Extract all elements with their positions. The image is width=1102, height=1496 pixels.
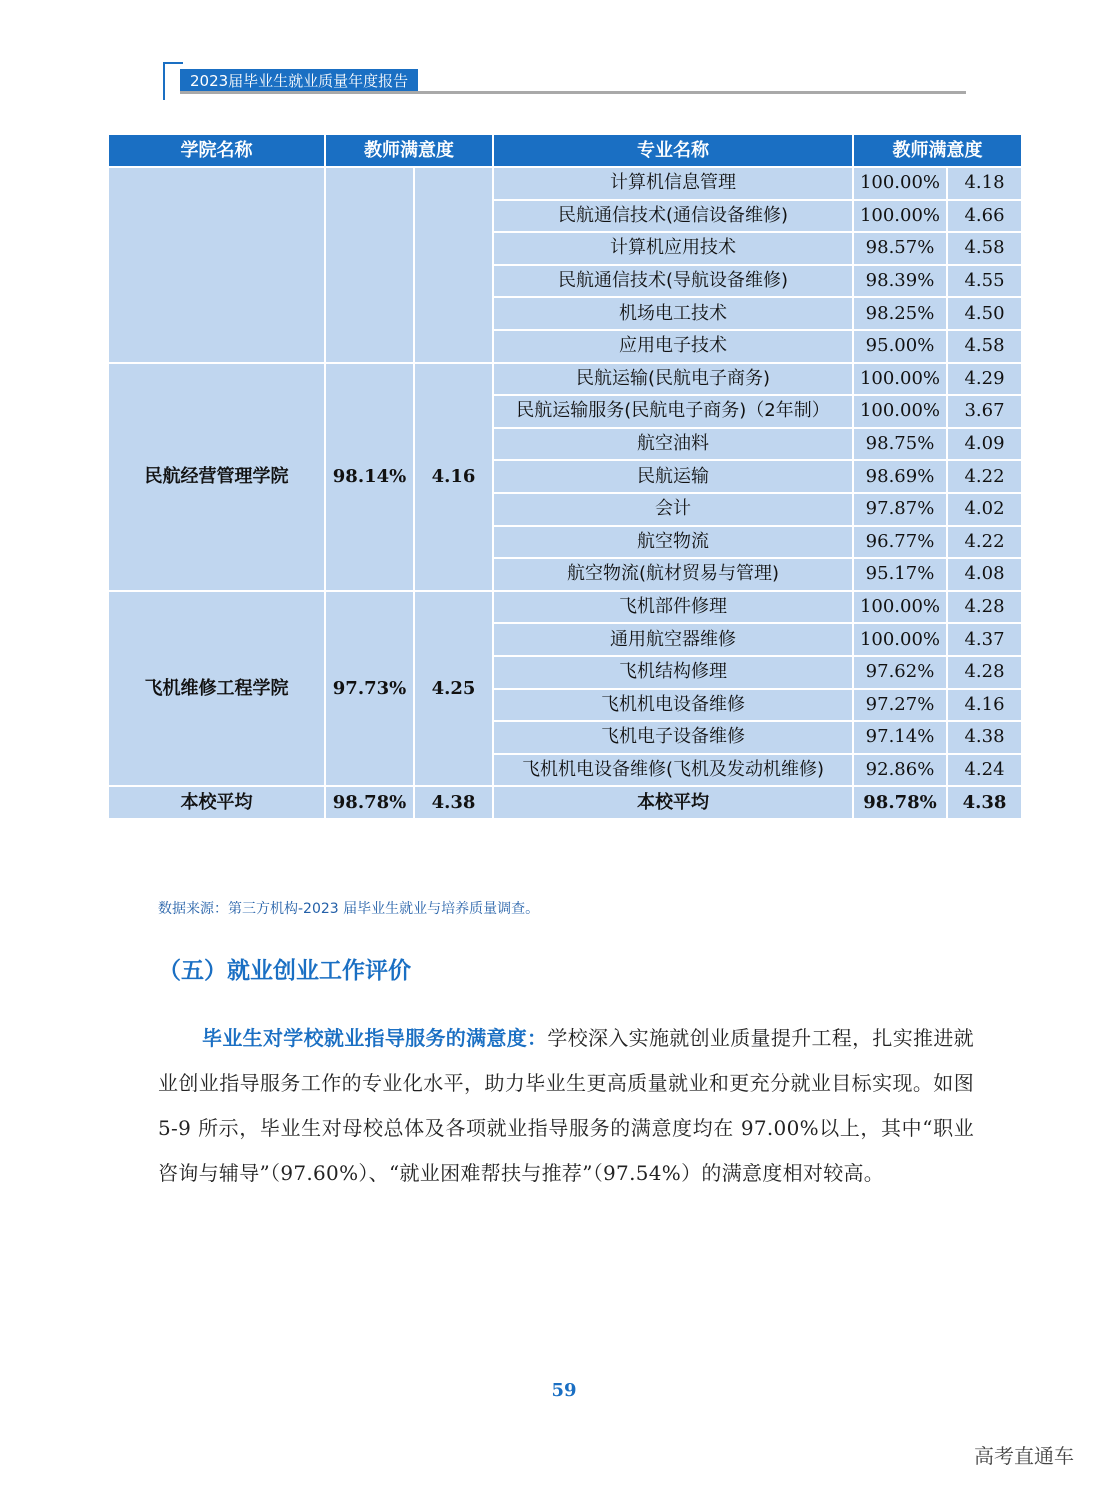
major-score: 4.18 — [947, 167, 1022, 200]
major-score: 4.66 — [947, 200, 1022, 233]
major-name: 飞机机电设备维修(飞机及发动机维修) — [493, 754, 853, 787]
header-college-satisfaction: 教师满意度 — [325, 134, 493, 167]
college-score: 4.25 — [414, 591, 493, 787]
college-pct-cell — [325, 167, 414, 363]
paragraph-body: 学校深入实施就创业质量提升工程，扎实推进就业创业指导服务工作的专业化水平，助力毕业生更高质量就业和更充分就业目标实现。如图 5-9 所示，毕业生对母校总体及各项就业指导服务的满意度均在 97.00%以上，其中“职业咨询与辅导”（97.60%）、“就业困难帮扶与推荐”（97.54%）的满意度相对较高。 — [158, 1026, 974, 1185]
major-pct: 98.75% — [853, 428, 947, 461]
satisfaction-table — [107, 133, 1023, 820]
major-score: 4.58 — [947, 232, 1022, 265]
header-rule — [180, 91, 966, 94]
major-score: 4.08 — [947, 558, 1022, 591]
data-source-note: 数据来源：第三方机构-2023 届毕业生就业与培养质量调查。 — [158, 901, 540, 917]
major-score: 4.22 — [947, 460, 1022, 493]
major-score: 4.58 — [947, 330, 1022, 363]
page-number: 59 — [551, 1380, 577, 1401]
major-name: 民航运输(民航电子商务) — [493, 363, 853, 396]
major-pct: 100.00% — [853, 623, 947, 656]
major-pct: 96.77% — [853, 526, 947, 559]
major-score: 4.24 — [947, 754, 1022, 787]
major-pct: 100.00% — [853, 363, 947, 396]
major-pct: 97.62% — [853, 656, 947, 689]
major-pct: 95.00% — [853, 330, 947, 363]
major-score: 3.67 — [947, 395, 1022, 428]
college-score-cell — [414, 167, 493, 363]
major-name: 应用电子技术 — [493, 330, 853, 363]
major-pct: 100.00% — [853, 200, 947, 233]
major-score: 4.16 — [947, 689, 1022, 722]
major-name: 机场电工技术 — [493, 297, 853, 330]
average-pct: 98.78% — [325, 786, 414, 819]
major-name: 飞机电子设备维修 — [493, 721, 853, 754]
table-row — [108, 591, 1022, 624]
college-pct: 98.14% — [325, 363, 414, 591]
major-pct: 95.17% — [853, 558, 947, 591]
major-score: 4.28 — [947, 656, 1022, 689]
watermark: 高考直通车 — [974, 1444, 1074, 1468]
major-name: 航空物流(航材贸易与管理) — [493, 558, 853, 591]
major-score: 4.22 — [947, 526, 1022, 559]
major-pct: 100.00% — [853, 591, 947, 624]
major-name: 民航运输 — [493, 460, 853, 493]
header-college: 学院名称 — [108, 134, 325, 167]
major-name: 航空油料 — [493, 428, 853, 461]
major-pct: 98.25% — [853, 297, 947, 330]
table-row — [108, 167, 1022, 200]
average-score: 4.38 — [414, 786, 493, 819]
major-score: 4.38 — [947, 721, 1022, 754]
major-name: 民航通信技术(通信设备维修) — [493, 200, 853, 233]
report-header-title: 2023届毕业生就业质量年度报告 — [180, 69, 418, 94]
major-name: 民航运输服务(民航电子商务)（2年制） — [493, 395, 853, 428]
major-name: 飞机机电设备维修 — [493, 689, 853, 722]
major-name: 会计 — [493, 493, 853, 526]
average-row — [108, 786, 1022, 819]
major-name: 民航通信技术(导航设备维修) — [493, 265, 853, 298]
body-paragraph — [158, 1016, 974, 1196]
college-name: 民航经营管理学院 — [108, 363, 325, 591]
major-pct: 98.57% — [853, 232, 947, 265]
major-name: 计算机应用技术 — [493, 232, 853, 265]
major-score: 4.29 — [947, 363, 1022, 396]
major-pct: 97.87% — [853, 493, 947, 526]
major-pct: 97.14% — [853, 721, 947, 754]
major-pct: 97.27% — [853, 689, 947, 722]
college-name: 飞机维修工程学院 — [108, 591, 325, 787]
major-name: 计算机信息管理 — [493, 167, 853, 200]
major-pct: 98.39% — [853, 265, 947, 298]
major-score: 4.55 — [947, 265, 1022, 298]
section-title: （五）就业创业工作评价 — [158, 958, 411, 984]
header-major: 专业名称 — [493, 134, 853, 167]
average-label: 本校平均 — [108, 786, 325, 819]
college-score: 4.16 — [414, 363, 493, 591]
average-score-major: 4.38 — [947, 786, 1022, 819]
major-name: 航空物流 — [493, 526, 853, 559]
major-name: 飞机部件修理 — [493, 591, 853, 624]
major-score: 4.37 — [947, 623, 1022, 656]
major-pct: 98.69% — [853, 460, 947, 493]
major-score: 4.50 — [947, 297, 1022, 330]
average-pct-major: 98.78% — [853, 786, 947, 819]
college-pct: 97.73% — [325, 591, 414, 787]
table-header-row — [108, 134, 1022, 167]
header-major-satisfaction: 教师满意度 — [853, 134, 1022, 167]
table-row — [108, 363, 1022, 396]
major-score: 4.02 — [947, 493, 1022, 526]
major-pct: 100.00% — [853, 395, 947, 428]
major-name: 通用航空器维修 — [493, 623, 853, 656]
major-pct: 92.86% — [853, 754, 947, 787]
paragraph-lead: 毕业生对学校就业指导服务的满意度： — [202, 1026, 548, 1050]
college-cell — [108, 167, 325, 363]
major-pct: 100.00% — [853, 167, 947, 200]
major-score: 4.09 — [947, 428, 1022, 461]
average-label-major: 本校平均 — [493, 786, 853, 819]
major-score: 4.28 — [947, 591, 1022, 624]
major-name: 飞机结构修理 — [493, 656, 853, 689]
